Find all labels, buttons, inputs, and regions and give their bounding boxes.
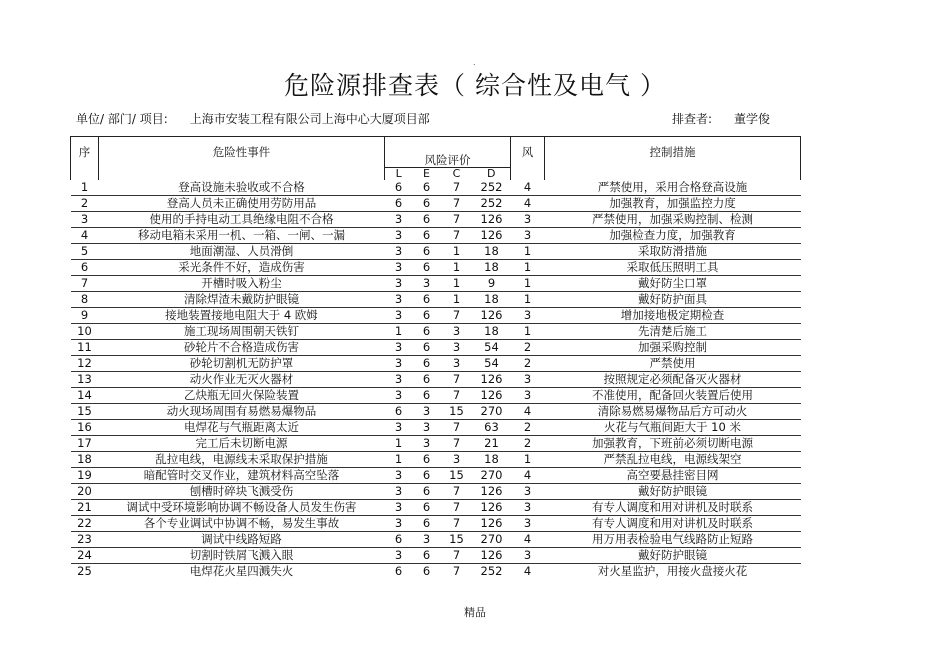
risk-level: 4 xyxy=(523,564,532,578)
e-value: 6 xyxy=(413,388,441,404)
checker-line xyxy=(672,110,770,127)
control-measure: 严禁使用 xyxy=(545,356,801,372)
risk-level: 3 xyxy=(511,228,545,244)
e-value: 6 xyxy=(422,564,431,578)
row-number: 16 xyxy=(71,420,99,436)
event-cell: 开槽时吸入粉尘 xyxy=(99,276,385,292)
control-measure: 采取防滑措施 xyxy=(545,244,801,260)
risk-level: 4 xyxy=(511,196,545,212)
e-value: 3 xyxy=(413,404,441,420)
header-c: C xyxy=(452,167,461,180)
risk-level: 3 xyxy=(511,372,545,388)
e-value: 6 xyxy=(413,324,441,340)
d-value: 126 xyxy=(473,212,511,228)
l-value: 3 xyxy=(385,484,413,500)
c-value: 1 xyxy=(441,292,473,308)
event-cell: 调试中线路短路 xyxy=(99,532,385,548)
control-measure: 加强教育，加强监控力度 xyxy=(545,196,801,212)
risk-level: 3 xyxy=(511,500,545,516)
l-value: 3 xyxy=(385,372,413,388)
d-value: 126 xyxy=(473,308,511,324)
row-number: 7 xyxy=(71,276,99,292)
l-value: 3 xyxy=(385,244,413,260)
e-value: 6 xyxy=(413,308,441,324)
control-measure: 严禁使用，加强采购控制、检测 xyxy=(545,212,801,228)
c-value: 7 xyxy=(441,212,473,228)
table-row xyxy=(71,308,801,324)
row-number: 5 xyxy=(71,244,99,260)
l-value: 3 xyxy=(385,356,413,372)
event-cell: 乙炔瓶无回火保险装置 xyxy=(99,388,385,404)
row-number: 25 xyxy=(77,564,92,578)
event-cell: 电焊花与气瓶距离太近 xyxy=(99,420,385,436)
header-row xyxy=(71,137,801,168)
row-number: 11 xyxy=(71,340,99,356)
c-value: 7 xyxy=(452,564,461,578)
table-row xyxy=(71,532,801,548)
risk-level: 2 xyxy=(511,436,545,452)
d-value: 18 xyxy=(473,452,511,468)
risk-level: 1 xyxy=(511,276,545,292)
control-measure: 按照规定必须配备灭火器材 xyxy=(545,372,801,388)
c-value: 7 xyxy=(441,228,473,244)
unit-line xyxy=(76,110,430,127)
control-measure: 戴好防护眼镜 xyxy=(545,484,801,500)
risk-level: 2 xyxy=(511,420,545,436)
l-value: 3 xyxy=(385,388,413,404)
l-value: 3 xyxy=(385,548,413,564)
e-value: 6 xyxy=(413,468,441,484)
l-value: 3 xyxy=(385,276,413,292)
table-row xyxy=(71,372,801,388)
row-number: 24 xyxy=(71,548,99,564)
row-number: 21 xyxy=(71,500,99,516)
c-value: 7 xyxy=(441,484,473,500)
row-number: 6 xyxy=(71,260,99,276)
event-cell: 砂轮片不合格造成伤害 xyxy=(99,340,385,356)
d-value: 126 xyxy=(473,484,511,500)
row-number: 8 xyxy=(71,292,99,308)
e-value: 6 xyxy=(413,452,441,468)
l-value: 3 xyxy=(385,212,413,228)
event-cell: 完工后未切断电源 xyxy=(99,436,385,452)
row-number: 2 xyxy=(71,196,99,212)
l-value: 3 xyxy=(385,468,413,484)
d-value: 21 xyxy=(473,436,511,452)
c-value: 7 xyxy=(441,308,473,324)
event-cell: 动火作业无灭火器材 xyxy=(99,372,385,388)
d-value: 126 xyxy=(473,388,511,404)
control-measure: 戴好防护眼镜 xyxy=(545,548,801,564)
risk-level: 2 xyxy=(511,356,545,372)
table-row xyxy=(71,340,801,356)
d-value: 126 xyxy=(473,516,511,532)
event-cell: 登高设施未验收或不合格 xyxy=(99,180,385,196)
table-row xyxy=(71,324,801,340)
row-number: 4 xyxy=(71,228,99,244)
d-value: 126 xyxy=(473,372,511,388)
d-value: 18 xyxy=(473,324,511,340)
l-value: 6 xyxy=(385,404,413,420)
d-value: 252 xyxy=(480,564,503,578)
event-cell: 动火现场周围有易燃易爆物品 xyxy=(99,404,385,420)
risk-level: 4 xyxy=(511,468,545,484)
table-row xyxy=(71,260,801,276)
stray-dot: . xyxy=(473,58,476,67)
table-row xyxy=(71,484,801,500)
d-value: 270 xyxy=(473,468,511,484)
control-measure: 戴好防护面具 xyxy=(545,292,801,308)
c-value: 15 xyxy=(441,468,473,484)
c-value: 7 xyxy=(441,500,473,516)
control-measure: 严禁乱拉电线，电源线架空 xyxy=(545,452,801,468)
row-number: 14 xyxy=(71,388,99,404)
control-measure: 戴好防尘口罩 xyxy=(545,276,801,292)
table-row xyxy=(71,516,801,532)
table-row xyxy=(71,452,801,468)
l-value: 3 xyxy=(385,308,413,324)
d-value: 54 xyxy=(473,356,511,372)
e-value: 3 xyxy=(413,532,441,548)
control-measure: 采取低压照明工具 xyxy=(545,260,801,276)
l-value: 3 xyxy=(385,500,413,516)
e-value: 6 xyxy=(413,180,441,196)
l-value: 3 xyxy=(385,292,413,308)
risk-level: 3 xyxy=(511,484,545,500)
l-value: 1 xyxy=(385,436,413,452)
header-control: 控制措施 xyxy=(545,137,801,181)
row-number: 23 xyxy=(71,532,99,548)
c-value: 3 xyxy=(441,340,473,356)
l-value: 3 xyxy=(385,260,413,276)
row-number: 19 xyxy=(71,468,99,484)
risk-level: 1 xyxy=(511,292,545,308)
e-value: 6 xyxy=(413,228,441,244)
row-number: 12 xyxy=(71,356,99,372)
hazard-table xyxy=(70,136,801,579)
event-cell: 暗配管时交叉作业，建筑材料高空坠落 xyxy=(99,468,385,484)
control-measure: 对火星监护，用接火盘接火花 xyxy=(597,564,748,578)
l-value: 6 xyxy=(385,196,413,212)
row-number: 10 xyxy=(71,324,99,340)
c-value: 3 xyxy=(441,452,473,468)
event-cell: 乱拉电线，电源线未采取保护措施 xyxy=(99,452,385,468)
risk-level: 3 xyxy=(511,516,545,532)
row-number: 1 xyxy=(71,180,99,196)
event-cell: 地面潮湿、人员滑倒 xyxy=(99,244,385,260)
event-cell: 刨槽时碎块飞溅受伤 xyxy=(99,484,385,500)
e-value: 6 xyxy=(413,340,441,356)
control-measure: 不准使用，配备回火装置后使用 xyxy=(545,388,801,404)
l-value: 6 xyxy=(385,532,413,548)
control-measure: 有专人调度和用对讲机及时联系 xyxy=(545,500,801,516)
control-measure: 用万用表检验电气线路防止短路 xyxy=(545,532,801,548)
c-value: 3 xyxy=(441,356,473,372)
l-value: 3 xyxy=(385,420,413,436)
risk-level: 3 xyxy=(511,212,545,228)
d-value: 126 xyxy=(473,548,511,564)
table-row xyxy=(71,564,801,580)
risk-level: 3 xyxy=(511,388,545,404)
row-number: 20 xyxy=(71,484,99,500)
l-value: 6 xyxy=(385,180,413,196)
row-number: 17 xyxy=(71,436,99,452)
event-cell: 采光条件不好，造成伤害 xyxy=(99,260,385,276)
e-value: 6 xyxy=(413,196,441,212)
l-value: 6 xyxy=(394,564,403,578)
table-row xyxy=(71,276,801,292)
table-row xyxy=(71,244,801,260)
e-value: 3 xyxy=(413,276,441,292)
l-value: 3 xyxy=(385,228,413,244)
e-value: 6 xyxy=(413,212,441,228)
e-value: 6 xyxy=(413,260,441,276)
c-value: 7 xyxy=(441,420,473,436)
e-value: 6 xyxy=(413,548,441,564)
table-row xyxy=(71,388,801,404)
row-number: 15 xyxy=(71,404,99,420)
c-value: 7 xyxy=(441,516,473,532)
checker-label: 排查者: xyxy=(672,112,713,126)
table-row xyxy=(71,292,801,308)
c-value: 15 xyxy=(441,532,473,548)
d-value: 252 xyxy=(473,180,511,196)
risk-level: 4 xyxy=(511,532,545,548)
c-value: 1 xyxy=(441,276,473,292)
c-value: 3 xyxy=(441,324,473,340)
d-value: 18 xyxy=(473,260,511,276)
control-measure: 有专人调度和用对讲机及时联系 xyxy=(545,516,801,532)
event-cell: 切割时铁屑飞溅入眼 xyxy=(99,548,385,564)
table-row xyxy=(71,436,801,452)
event-cell: 移动电箱未采用一机、一箱、一闸、一漏 xyxy=(99,228,385,244)
checker-value: 董学俊 xyxy=(734,112,771,126)
event-cell: 电焊花火星四溅失火 xyxy=(189,564,294,578)
page-title: 危险源排查表（ 综合性及电气 ） xyxy=(284,71,666,100)
header-d: D xyxy=(473,168,511,181)
risk-level: 3 xyxy=(511,548,545,564)
d-value: 252 xyxy=(473,196,511,212)
risk-level: 1 xyxy=(511,324,545,340)
row-number: 18 xyxy=(71,452,99,468)
event-cell: 各个专业调试中协调不畅，易发生事故 xyxy=(99,516,385,532)
table-row xyxy=(71,356,801,372)
risk-level: 1 xyxy=(511,244,545,260)
c-value: 7 xyxy=(441,436,473,452)
risk-level: 4 xyxy=(511,404,545,420)
risk-level: 1 xyxy=(511,452,545,468)
c-value: 1 xyxy=(441,244,473,260)
d-value: 270 xyxy=(473,532,511,548)
d-value: 9 xyxy=(473,276,511,292)
risk-level: 3 xyxy=(511,308,545,324)
table-row xyxy=(71,404,801,420)
control-measure: 高空要悬挂密目网 xyxy=(545,468,801,484)
event-cell: 接地装置接地电阻大于 4 欧姆 xyxy=(99,308,385,324)
d-value: 54 xyxy=(473,340,511,356)
d-value: 270 xyxy=(473,404,511,420)
e-value: 6 xyxy=(413,292,441,308)
e-value: 3 xyxy=(413,420,441,436)
e-value: 3 xyxy=(413,436,441,452)
header-event: 危险性事件 xyxy=(99,137,385,181)
c-value: 7 xyxy=(441,180,473,196)
control-measure: 先清楚后施工 xyxy=(545,324,801,340)
event-cell: 施工现场周围朝天铁钉 xyxy=(99,324,385,340)
unit-value: 上海市安装工程有限公司上海中心大厦项目部 xyxy=(189,112,430,126)
d-value: 18 xyxy=(473,244,511,260)
table-row xyxy=(71,196,801,212)
footer-text: 精品 xyxy=(464,606,486,619)
header-seq: 序 xyxy=(71,137,99,181)
table-row xyxy=(71,548,801,564)
event-cell: 调试中受环境影响协调不畅设备人员发生伤害 xyxy=(99,500,385,516)
row-number: 3 xyxy=(71,212,99,228)
l-value: 1 xyxy=(385,452,413,468)
e-value: 6 xyxy=(413,372,441,388)
c-value: 7 xyxy=(441,388,473,404)
table-row xyxy=(71,212,801,228)
event-cell: 砂轮切割机无防护罩 xyxy=(99,356,385,372)
control-measure: 火花与气瓶间距大于 10 米 xyxy=(545,420,801,436)
table-row xyxy=(71,228,801,244)
e-value: 6 xyxy=(413,500,441,516)
control-measure: 增加接地极定期检查 xyxy=(545,308,801,324)
control-measure: 严禁使用，采用合格登高设施 xyxy=(545,180,801,196)
risk-level: 1 xyxy=(511,260,545,276)
e-value: 6 xyxy=(413,244,441,260)
e-value: 6 xyxy=(413,484,441,500)
d-value: 126 xyxy=(473,500,511,516)
header-e: E xyxy=(423,167,430,180)
unit-label: 单位/ 部门/ 项目: xyxy=(76,112,168,126)
c-value: 15 xyxy=(441,404,473,420)
header-risk: 风 xyxy=(511,137,545,181)
d-value: 63 xyxy=(473,420,511,436)
control-measure: 加强教育，下班前必须切断电源 xyxy=(545,436,801,452)
table-row xyxy=(71,180,801,196)
d-value: 18 xyxy=(473,292,511,308)
header-risk-eval: 风险评价 xyxy=(385,137,511,168)
l-value: 3 xyxy=(385,340,413,356)
risk-level: 2 xyxy=(511,340,545,356)
d-value: 126 xyxy=(473,228,511,244)
c-value: 7 xyxy=(441,196,473,212)
control-measure: 加强检查力度，加强教育 xyxy=(545,228,801,244)
c-value: 7 xyxy=(441,372,473,388)
table-row xyxy=(71,500,801,516)
c-value: 7 xyxy=(441,548,473,564)
row-number: 13 xyxy=(71,372,99,388)
e-value: 6 xyxy=(413,356,441,372)
event-cell: 清除焊渣未戴防护眼镜 xyxy=(99,292,385,308)
row-number: 9 xyxy=(71,308,99,324)
table-row xyxy=(71,420,801,436)
l-value: 1 xyxy=(385,324,413,340)
table-row xyxy=(71,468,801,484)
e-value: 6 xyxy=(413,516,441,532)
l-value: 3 xyxy=(385,516,413,532)
row-number: 22 xyxy=(71,516,99,532)
control-measure: 加强采购控制 xyxy=(545,340,801,356)
header-l: L xyxy=(395,167,402,180)
risk-level: 4 xyxy=(511,180,545,196)
c-value: 1 xyxy=(441,260,473,276)
event-cell: 登高人员未正确使用劳防用品 xyxy=(99,196,385,212)
control-measure: 清除易燃易爆物品后方可动火 xyxy=(545,404,801,420)
event-cell: 使用的手持电动工具绝缘电阻不合格 xyxy=(99,212,385,228)
